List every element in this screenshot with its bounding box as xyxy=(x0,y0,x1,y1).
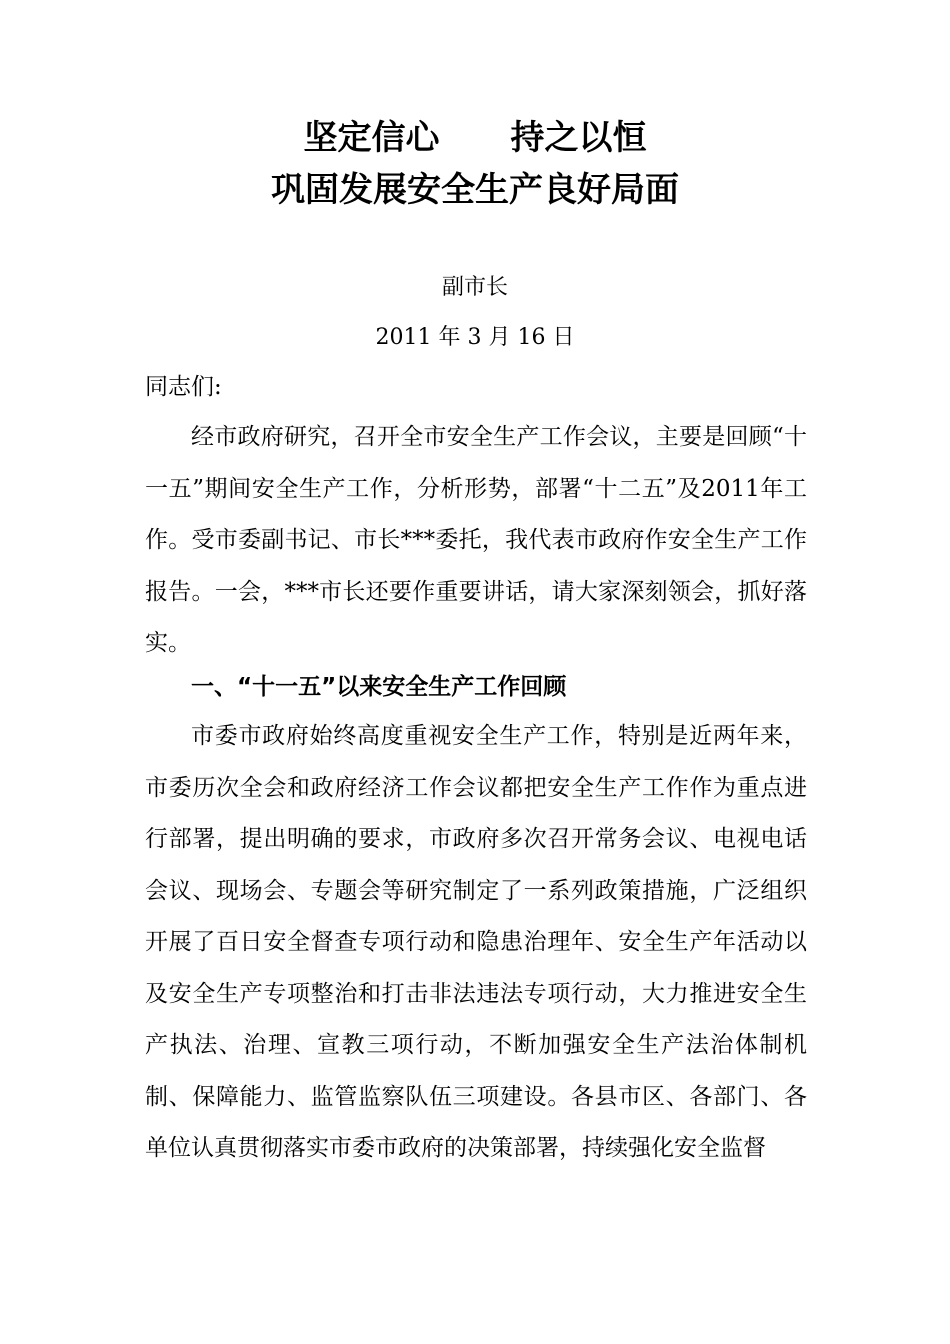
date: 2011 年 3 月 16 日 xyxy=(375,325,575,350)
paragraph-review: 市委市政府始终高度重视安全生产工作，特别是近两年来，市委历次全会和政府经济工作会议都把安全生产工作作为重点进行部署，提出明确的要求，市政府多次召开常务会议、电视电话会议、现场会、专题会等研究制定了一系列政策措施，广泛组织开展了百日安全督查专项行动和隐患治理年、安全生产年活动以及安全生产专项整治和打击非法违法专项行动，大力推进安全生产执法、治理、宣教三项行动，不断加强安全生产法治体制机制、保障能力、监管监察队伍三项建设。各县市区、各部门、各单位认真贯彻落实市委市政府的决策部署，持续强化安全监督 xyxy=(145,723,807,1161)
title-line-2: 巩固发展安全生产良好局面 xyxy=(271,170,679,210)
paragraph-intro: 经市政府研究，召开全市安全生产工作会议，主要是回顾“十一五”期间安全生产工作，分析形势，部署“十二五”及2011年工作。受市委副书记、市长***委托，我代表市政府作安全生产工作报告。一会，***市长还要作重要讲话，请大家深刻领会，抓好落实。 xyxy=(145,424,807,656)
salutation: 同志们: xyxy=(145,374,222,400)
section-heading: 一、“十一五”以来安全生产工作回顾 xyxy=(191,674,567,700)
author: 副市长 xyxy=(441,275,508,300)
title-line-1: 坚定信心 持之以恒 xyxy=(303,118,647,158)
